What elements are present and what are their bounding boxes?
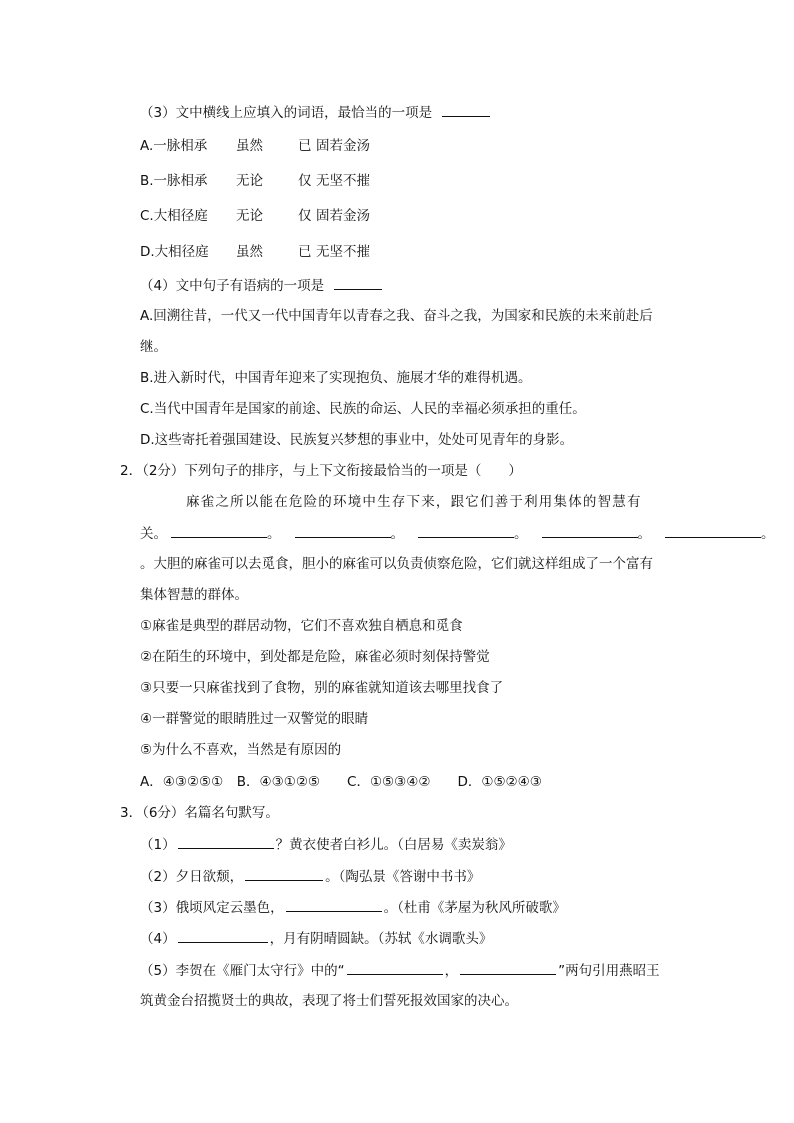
answer-blank: [442, 102, 490, 117]
q2-sentence-1: ①麻雀是典型的群居动物，它们不喜欢独自栖息和觅食: [140, 618, 463, 634]
q3-item-5: （5）李贺在《雁门太守行》中的“ ， ”两句引用燕昭王: [140, 960, 660, 981]
blank: [178, 928, 268, 943]
q2-sentence-4: ④一群警觉的眼睛胜过一双警觉的眼睛: [140, 711, 369, 727]
q4-option-a-line2: 继。: [140, 339, 167, 355]
q2-sentence-5: ⑤为什么不喜欢，当然是有原因的: [140, 742, 342, 758]
q2-paragraph-line2: 关。 。 。 。 。 。: [140, 523, 775, 544]
q2-paragraph-line4: 集体智慧的群体。: [140, 587, 248, 603]
blank-3: [418, 523, 514, 538]
q3-option-d: D.大相径庭 虽然 已 无坚不摧: [140, 244, 370, 260]
q3-option-c: C.大相径庭 无论 仅 固若金汤: [140, 208, 370, 224]
blank: [286, 897, 382, 912]
q3-option-b: B.一脉相承 无论 仅 无坚不摧: [140, 173, 370, 189]
blank: [245, 866, 323, 881]
q3-sub-stem: （3）文中横线上应填入的词语，最恰当的一项是: [140, 102, 490, 123]
blank-5: [665, 523, 761, 538]
q3-stem: 3．（6分）名篇名句默写。: [120, 805, 279, 821]
blank-4: [542, 523, 638, 538]
blank: [347, 960, 443, 975]
blank: [460, 960, 556, 975]
blank-1: [171, 523, 267, 538]
q2-paragraph-line3: 。大胆的麻雀可以去觅食，胆小的麻雀可以负责侦察危险，它们就这样组成了一个富有: [140, 556, 653, 572]
q3-item-2: （2）夕日欲颓， 。（陶弘景《答谢中书书》: [140, 866, 480, 887]
blank: [178, 834, 274, 849]
answer-blank: [334, 275, 382, 290]
q2-sentence-3: ③只要一只麻雀找到了食物，别的麻雀就知道该去哪里找食了: [140, 680, 504, 696]
q4-option-a-line1: A.回溯往昔，一代又一代中国青年以青春之我、奋斗之我，为国家和民族的未来前赴后: [140, 308, 653, 324]
q2-paragraph-line1: 麻雀之所以能在危险的环境中生存下来，跟它们善于利用集体的智慧有: [186, 494, 642, 510]
q2-stem: 2．（2分）下列句子的排序，与上下文衔接最恰当的一项是（ ）: [120, 463, 522, 479]
q3-option-a: A.一脉相承 虽然 已 固若金汤: [140, 138, 370, 154]
q3-item-1: （1） ？黄衣使者白衫儿。（白居易《卖炭翁》: [140, 834, 512, 855]
q4-option-d: D.这些寄托着强国建设、民族复兴梦想的事业中，处处可见青年的身影。: [140, 432, 574, 448]
q4-sub-stem: （4）文中句子有语病的一项是: [140, 275, 382, 296]
q4-option-b: B.进入新时代，中国青年迎来了实现抱负、施展才华的难得机遇。: [140, 370, 532, 386]
q3-item-5-line2: 筑黄金台招揽贤士的典故，表现了将士们誓死报效国家的决心。: [140, 993, 518, 1009]
q2-choices: A．④③②⑤① B．④③①②⑤ C．①⑤③④② D．①⑤②④③: [140, 774, 542, 790]
q3-item-3: （3）俄顷风定云墨色， 。（杜甫《茅屋为秋风所破歌》: [140, 897, 566, 918]
q3-item-4: （4） ，月有阴晴圆缺。（苏轼《水调歌头》: [140, 928, 492, 949]
q2-sentence-2: ②在陌生的环境中，到处都是危险，麻雀必须时刻保持警觉: [140, 649, 490, 665]
q4-option-c: C.当代中国青年是国家的前途、民族的命运、人民的幸福必须承担的重任。: [140, 401, 586, 417]
blank-2: [295, 523, 391, 538]
